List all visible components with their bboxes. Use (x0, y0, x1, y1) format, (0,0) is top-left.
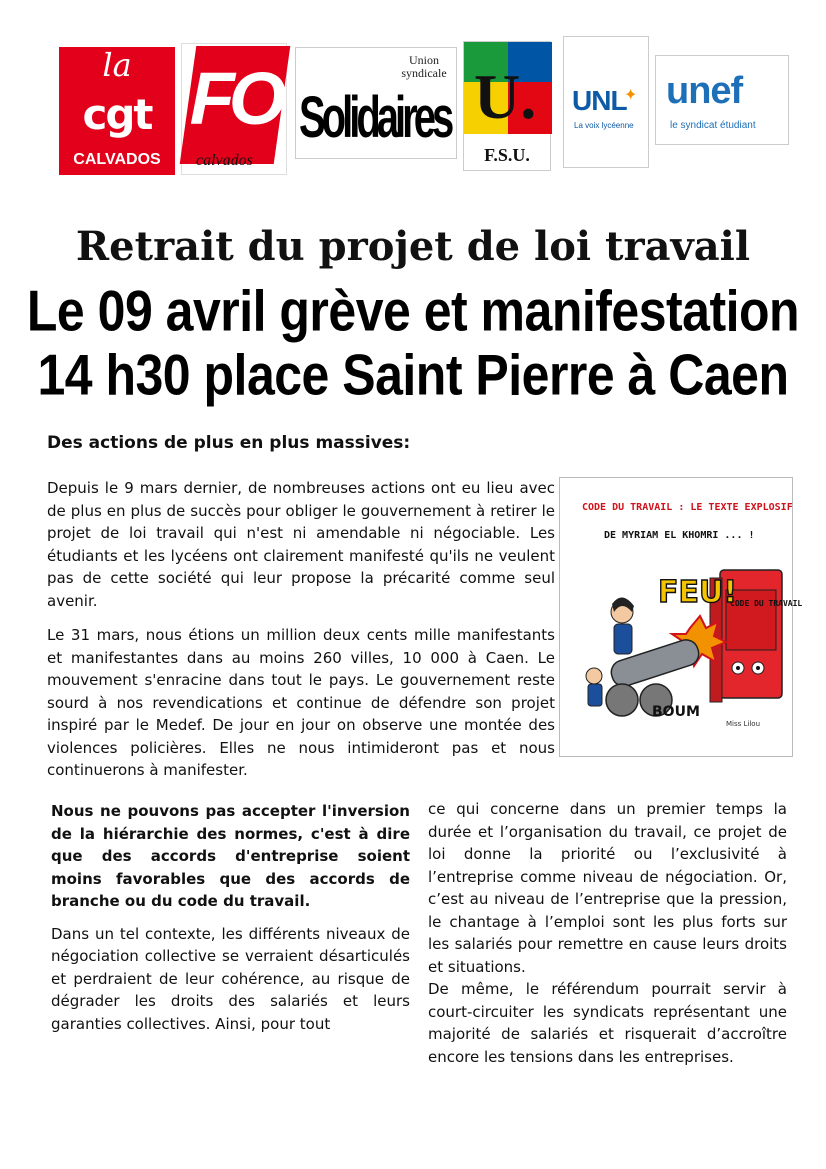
cartoon-drawing (560, 478, 803, 756)
cartoon-illustration (559, 477, 803, 757)
cartoon-caption-1: CODE DU TRAVAIL : LE TEXTE EXPLOSIF (582, 502, 793, 513)
solidaires-logo-name: Solidaires (299, 86, 451, 150)
star-icon: ✦ (624, 85, 638, 104)
cgt-logo-name: cgt (82, 90, 152, 139)
cgt-logo-la: la (102, 46, 132, 84)
section-title: Des actions de plus en plus massives: (47, 433, 411, 453)
cartoon-book-title: CODE DU TRAVAIL (730, 599, 803, 608)
fsu-logo (463, 41, 551, 171)
headline-place: 14 h30 place Saint Pierre à Caen (37, 342, 789, 408)
column-right (428, 798, 787, 1068)
headline-date: Le 09 avril grève et manifestation (26, 278, 800, 344)
fo-logo-sub: calvados (196, 152, 253, 169)
unef-logo-name: unef (666, 70, 743, 112)
solidaires-logo-tag: Union syndicale (401, 53, 447, 80)
paragraph-2: Le 31 mars, nous étions un million deux cents mille manifestants et manifestantes dans au moins 260 villes, 10 000 à Caen. Le mouvement s'enracine dans tout le pays. Le gouvernement reste sourd à nos revendications et continue de défendre son projet inspiré par le Medef. De jour en jour on observe une montée des violences policières. Elles ne nous intimideront pas et nous continuerons à manifester. (47, 626, 555, 779)
unef-logo-sub: le syndicat étudiant (670, 120, 756, 131)
cgt-logo-sub: CALVADOS (73, 151, 161, 168)
column-left (51, 800, 410, 1035)
unl-logo-sub: La voix lycéenne (574, 121, 634, 130)
cartoon-shout: FEU! (658, 575, 738, 610)
unl-logo-name: UNL (572, 85, 627, 116)
column-right-paragraph-2: De même, le référendum pourrait servir à court-circuiter les syndicats représentant une majorité de salariés et risquerait d’accroître encore les tensions dans les entreprises. (428, 980, 787, 1066)
cartoon-signature: Miss Lilou (726, 720, 761, 728)
cartoon-boom: BOUM (652, 704, 700, 720)
fsu-logo-letter: U. (474, 61, 537, 132)
cgt-logo (59, 47, 175, 175)
headline-title: Retrait du projet de loi travail (75, 223, 751, 270)
cartoon-caption-2: DE MYRIAM EL KHOMRI ... ! (604, 530, 755, 541)
solidaires-logo (295, 47, 457, 159)
paragraph-1: Depuis le 9 mars dernier, de nombreuses actions ont eu lieu avec de plus en plus de succès pour obliger le gouvernement à retirer le projet de loi travail qui n'est ni amendable ni négociable. Les étudiants et les lycéens ont clairement manifesté qu'ils ne veulent pas de cette société qui leur propose la précarité comme seul avenir. (47, 479, 555, 610)
fo-logo-name: FO (189, 57, 281, 140)
unl-logo (563, 36, 649, 168)
column-left-bold: Nous ne pouvons pas accepter l'inversion de la hiérarchie des normes, c'est à dire que des accords d'entreprise soient moins favorables que des accords de branche ou du code du travail. (51, 802, 410, 910)
column-right-paragraph-1: ce qui concerne dans un premier temps la durée et l’organisation du travail, ce projet de loi donne la priorité ou l’exclusivité à l’entreprise comme niveau de négociation. Or, c’est au niveau de l’entreprise que la pression, le chantage à l’emploi sont les plus forts sur les salariés pour remettre en cause leurs droits et situations. (428, 800, 787, 976)
fsu-logo-name: F.S.U. (484, 145, 530, 165)
unef-logo (655, 55, 789, 145)
column-left-paragraph: Dans un tel contexte, les différents niveaux de négociation collective se verraient désarticulés et perdraient de leur cohérence, au risque de dégrader les droits des salariés et leurs garanties collectives. Ainsi, pour tout (51, 924, 410, 1033)
fo-logo (181, 43, 287, 175)
